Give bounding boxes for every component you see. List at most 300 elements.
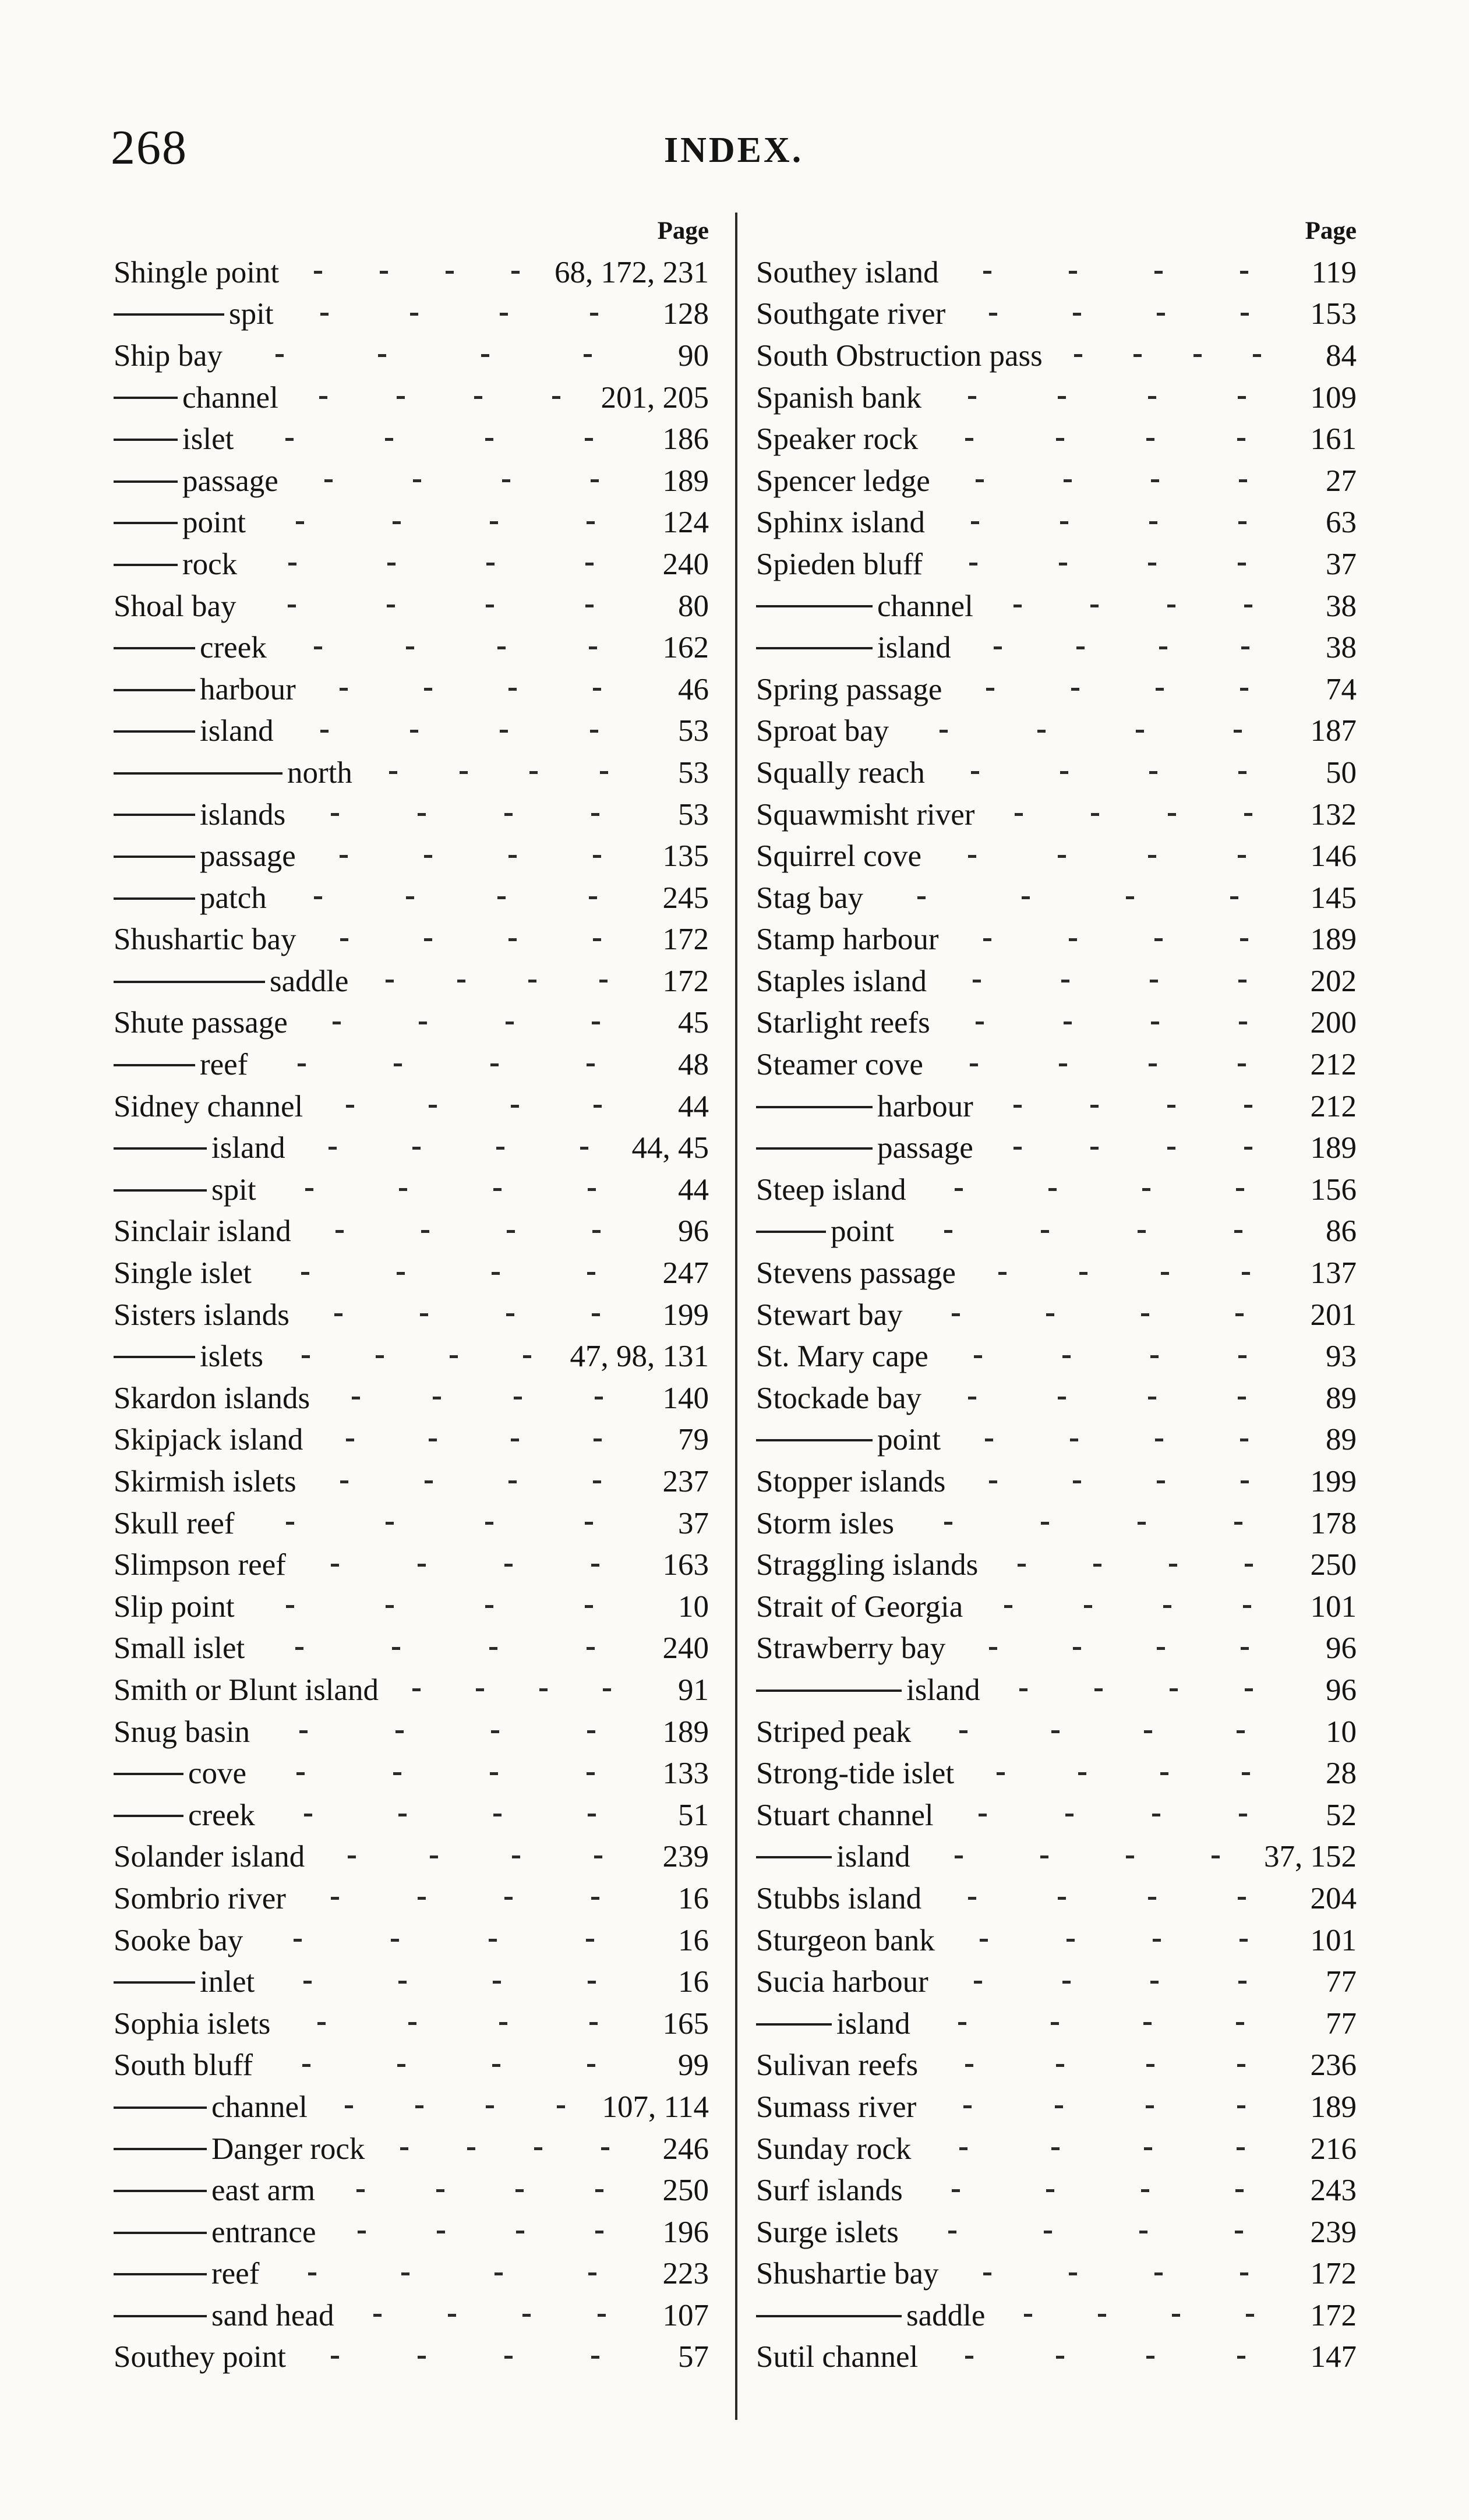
entry-pages: 68, 172, 231 [555, 255, 709, 289]
index-entry [114, 418, 719, 460]
index-entry [114, 2253, 719, 2295]
dot-leader [921, 1897, 1293, 1900]
entry-text: Strawberry bay [756, 1631, 946, 1666]
entry-pages: 10 [1326, 1715, 1357, 1749]
entry-pages: 90 [678, 338, 709, 373]
entry-pages: 137 [1310, 1256, 1357, 1291]
index-entry [114, 2169, 719, 2211]
index-entry [114, 2211, 719, 2253]
entry-name [114, 1256, 252, 1291]
entry-text: point [182, 506, 246, 540]
dot-leader [236, 605, 645, 607]
dot-leader [921, 855, 1293, 858]
entry-name [756, 672, 942, 707]
entry-text: channel [877, 589, 973, 623]
entry-text: spit [229, 297, 274, 331]
entry-name [114, 964, 348, 999]
entry-name [114, 1673, 379, 1708]
entry-text: South bluff [114, 2048, 253, 2083]
entry-name [114, 1839, 305, 1874]
entry-pages: 163 [662, 1548, 709, 1582]
entry-pages: 63 [1326, 506, 1357, 540]
entry-pages: 38 [1326, 589, 1357, 623]
entry-name [756, 2215, 899, 2250]
dot-leader [334, 2314, 645, 2317]
dot-leader [918, 438, 1293, 441]
entry-text: spit [211, 1172, 256, 1207]
entry-name [756, 1256, 956, 1291]
entry-text: Southey point [114, 2340, 286, 2374]
dot-leader [285, 1147, 632, 1150]
dot-leader [296, 855, 645, 858]
entry-text: creek [200, 631, 267, 665]
entry-pages: 16 [678, 1965, 709, 1999]
dot-leader [918, 2356, 1293, 2359]
index-entry [756, 335, 1365, 377]
entry-name [114, 1381, 310, 1416]
index-entry [756, 1920, 1365, 1961]
index-entry [114, 877, 719, 919]
dot-leader [246, 1772, 645, 1775]
entry-name [756, 255, 939, 290]
entry-text: Sooke bay [114, 1923, 243, 1957]
entry-name [756, 1214, 894, 1249]
entry-text: Strong-tide islet [756, 1756, 955, 1791]
index-entry [114, 1377, 719, 1419]
index-entry [114, 835, 719, 877]
entry-text: South Obstruction pass [756, 338, 1043, 373]
index-entry [114, 1920, 719, 1961]
entry-text: island [836, 2006, 910, 2041]
entry-text: rock [182, 547, 238, 581]
index-entry [756, 1961, 1365, 2003]
entry-pages: 236 [1310, 2048, 1357, 2083]
entry-name [114, 1506, 235, 1541]
index-entry [114, 1586, 719, 1628]
index-entry [756, 377, 1365, 419]
entry-text: Shushartic bay [114, 923, 296, 957]
entry-pages: 53 [678, 714, 709, 748]
page-number: 268 [111, 121, 188, 175]
entry-text: Stockade bay [756, 1381, 922, 1415]
ditto-dash [114, 1981, 195, 1984]
index-entry [756, 1794, 1365, 1836]
dot-leader [255, 1981, 645, 1984]
entry-text: saddle [906, 2298, 986, 2332]
entry-pages: 201, 205 [601, 380, 709, 415]
entry-name [756, 2339, 918, 2374]
dot-leader [288, 1022, 645, 1024]
index-entry [756, 877, 1365, 919]
entry-text: harbour [877, 1089, 973, 1123]
entry-text: Strait of Georgia [756, 1589, 963, 1624]
dot-leader [267, 896, 645, 899]
ditto-dash [114, 814, 195, 816]
entry-text: sand head [211, 2298, 334, 2332]
dot-leader [274, 730, 645, 733]
index-entry-list [756, 252, 1365, 2378]
index-entry [756, 752, 1365, 794]
entry-pages: 79 [678, 1423, 709, 1457]
dot-leader [945, 1647, 1293, 1650]
ditto-dash [114, 1815, 183, 1817]
dot-leader [286, 1897, 645, 1900]
entry-name [756, 1798, 934, 1833]
ditto-dash [114, 897, 195, 900]
index-entry [114, 960, 719, 1002]
ditto-dash [114, 2107, 207, 2109]
entry-pages: 240 [662, 547, 709, 581]
entry-text: island [200, 714, 274, 748]
dot-leader [348, 980, 645, 982]
entry-text: Sucia harbour [756, 1965, 928, 1999]
entry-text: reef [200, 1048, 248, 1082]
dot-leader [911, 1730, 1293, 1733]
index-entry [756, 1419, 1365, 1461]
entry-text: Slip point [114, 1589, 235, 1624]
index-entry [114, 1169, 719, 1211]
entry-pages: 145 [1310, 881, 1357, 915]
index-entry [114, 1211, 719, 1253]
ditto-dash [756, 1690, 902, 1692]
dot-leader [939, 271, 1293, 274]
entry-name [756, 1881, 921, 1916]
entry-name [756, 1589, 963, 1624]
entry-pages: 99 [678, 2048, 709, 2083]
ditto-dash [114, 730, 195, 733]
entry-text: Stag bay [756, 881, 863, 915]
entry-text: Steep island [756, 1172, 906, 1207]
entry-text: Sophia islets [114, 2006, 271, 2041]
dot-leader [256, 1188, 645, 1191]
dot-leader [923, 1063, 1293, 1066]
ditto-dash [756, 1856, 832, 1858]
entry-pages: 50 [1326, 755, 1357, 790]
entry-pages: 74 [1326, 672, 1357, 706]
entry-pages: 172 [1310, 2257, 1357, 2291]
index-entry [114, 1669, 719, 1711]
dot-leader [296, 688, 645, 691]
entry-text: cove [188, 1756, 247, 1791]
entry-name [114, 2298, 334, 2333]
index-entry [756, 2086, 1365, 2128]
dot-leader [930, 479, 1293, 482]
entry-pages: 201 [1310, 1298, 1357, 1332]
entry-pages: 240 [662, 1631, 709, 1666]
index-entry [756, 418, 1365, 460]
entry-text: island [877, 631, 951, 665]
ditto-dash [114, 522, 178, 524]
entry-text: Sutil channel [756, 2340, 919, 2374]
entry-name [756, 2048, 918, 2083]
ditto-dash [114, 1356, 195, 1358]
dot-leader [973, 1105, 1293, 1108]
entry-text: Southgate river [756, 297, 946, 331]
dot-leader [921, 1397, 1293, 1399]
entry-name [114, 2339, 286, 2374]
index-entry [756, 1836, 1365, 1878]
entry-text: Sombrio river [114, 1881, 286, 1915]
index-entry [114, 460, 719, 502]
index-entry [756, 1002, 1365, 1044]
index-entry [114, 1335, 719, 1377]
index-entry [114, 1503, 719, 1544]
entry-pages: 239 [662, 1840, 709, 1874]
entry-name [756, 1715, 911, 1749]
entry-text: island [906, 1673, 980, 1707]
entry-name [114, 797, 285, 832]
index-entry [114, 1044, 719, 1086]
index-entry [756, 2337, 1365, 2378]
entry-name [114, 672, 296, 707]
entry-pages: 109 [1310, 380, 1357, 415]
entry-pages: 196 [662, 2215, 709, 2249]
index-entry [114, 2295, 719, 2337]
index-entry [114, 1544, 719, 1586]
entry-text: Spanish bank [756, 380, 922, 415]
entry-pages: 16 [678, 1881, 709, 1915]
dot-leader [978, 1564, 1293, 1567]
entry-pages: 93 [1326, 1339, 1357, 1374]
entry-name [114, 881, 267, 916]
entry-text: islands [200, 797, 286, 832]
dot-leader [245, 1647, 645, 1650]
entry-name [756, 1464, 945, 1499]
entry-text: reef [211, 2257, 260, 2291]
ditto-dash [114, 1773, 183, 1775]
index-entry [756, 835, 1365, 877]
dot-leader [235, 1522, 645, 1525]
entry-pages: 172 [662, 923, 709, 957]
index-entry [756, 1294, 1365, 1336]
entry-pages: 147 [1310, 2340, 1357, 2374]
entry-name [756, 755, 925, 790]
entry-pages: 199 [662, 1298, 709, 1332]
index-entry [114, 377, 719, 419]
entry-pages: 216 [1310, 2132, 1357, 2166]
entry-text: Sturgeon bank [756, 1923, 935, 1957]
dot-leader [928, 1355, 1293, 1358]
dot-leader [980, 1688, 1293, 1691]
index-entry [756, 1586, 1365, 1628]
entry-pages: 189 [1310, 2090, 1357, 2124]
index-entry [114, 1836, 719, 1878]
entry-text: Single islet [114, 1256, 252, 1291]
index-entry [756, 1044, 1365, 1086]
dot-leader [945, 313, 1293, 316]
entry-name [756, 1964, 928, 1999]
index-entry [756, 502, 1365, 544]
ditto-dash [114, 2232, 207, 2234]
entry-name [756, 1172, 906, 1207]
dot-leader [956, 1272, 1293, 1275]
entry-name [756, 464, 930, 499]
entry-text: passage [200, 839, 296, 874]
dot-leader [248, 1063, 645, 1066]
ditto-dash [756, 605, 873, 607]
dot-leader [910, 2022, 1293, 2025]
dot-leader [945, 1480, 1293, 1483]
entry-pages: 146 [1310, 839, 1357, 874]
index-entry [756, 1086, 1365, 1128]
entry-pages: 189 [1310, 1131, 1357, 1165]
entry-name [114, 505, 246, 540]
dot-leader [365, 2147, 645, 2150]
entry-pages: 47, 98, 131 [570, 1339, 709, 1374]
entry-text: Spieden bluff [756, 547, 923, 581]
entry-name [756, 2006, 910, 2041]
index-entry [756, 2253, 1365, 2295]
entry-name [756, 296, 945, 331]
entry-name [756, 1923, 935, 1958]
dot-leader [279, 271, 555, 274]
dot-leader [925, 771, 1293, 774]
entry-text: Skull reef [114, 1506, 235, 1540]
entry-text: Stubbs island [756, 1881, 922, 1915]
entry-pages: 86 [1326, 1214, 1357, 1249]
entry-name [756, 422, 918, 457]
entry-name [756, 964, 927, 999]
entry-text: Sisters islands [114, 1298, 289, 1332]
dot-leader [316, 2231, 645, 2233]
dot-leader [267, 646, 645, 649]
dot-leader [899, 2231, 1293, 2233]
entry-name [756, 1422, 941, 1457]
entry-text: St. Mary cape [756, 1339, 928, 1374]
ditto-dash [114, 689, 195, 691]
dot-leader [954, 1772, 1293, 1775]
index-entry [114, 2045, 719, 2087]
entry-text: Sphinx island [756, 506, 926, 540]
index-entry [756, 1461, 1365, 1503]
entry-text: Sumass river [756, 2090, 917, 2124]
entry-pages: 37 [678, 1506, 709, 1540]
dot-leader [352, 771, 645, 774]
index-entry [756, 2045, 1365, 2087]
entry-text: Stopper islands [756, 1465, 946, 1499]
entry-name [114, 1631, 245, 1666]
dot-leader [951, 646, 1293, 649]
entry-name [756, 2173, 903, 2208]
entry-name [114, 255, 279, 290]
index-entry [756, 2128, 1365, 2170]
entry-text: Smith or Blunt island [114, 1673, 379, 1707]
entry-name [114, 1172, 256, 1207]
entry-name [114, 2006, 270, 2041]
dot-leader [939, 2272, 1293, 2275]
entry-pages: 27 [1326, 464, 1357, 498]
entry-text: Slimpson reef [114, 1548, 286, 1582]
entry-pages: 44, 45 [631, 1131, 709, 1165]
index-entry [756, 669, 1365, 711]
entry-pages: 77 [1326, 1965, 1357, 1999]
entry-name [114, 589, 236, 624]
entry-name [756, 1631, 945, 1666]
entry-pages: 239 [1310, 2215, 1357, 2249]
entry-text: Sinclair island [114, 1214, 291, 1249]
entry-name [756, 1130, 973, 1165]
running-title: INDEX. [664, 130, 804, 170]
index-entry [114, 1252, 719, 1294]
index-entry [114, 543, 719, 585]
entry-name [114, 1089, 303, 1124]
index-entry [114, 752, 719, 794]
index-entry [756, 2295, 1365, 2337]
entry-pages: 57 [678, 2340, 709, 2374]
entry-text: Shushartie bay [756, 2257, 939, 2291]
entry-name [114, 2256, 259, 2291]
entry-pages: 165 [662, 2006, 709, 2041]
entry-text: entrance [211, 2215, 316, 2249]
dot-leader [223, 354, 645, 357]
entry-pages: 51 [678, 1798, 709, 1832]
entry-text: Shingle point [114, 255, 280, 289]
dot-leader [906, 1188, 1293, 1191]
dot-leader [296, 1480, 645, 1483]
entry-pages: 189 [1310, 923, 1357, 957]
entry-pages: 172 [1310, 2298, 1357, 2332]
index-entry [114, 1127, 719, 1169]
entry-text: Storm isles [756, 1506, 895, 1540]
entry-name [756, 1839, 910, 1874]
index-entry [756, 543, 1365, 585]
entry-text: Stewart bay [756, 1298, 903, 1332]
entry-text: Stevens passage [756, 1256, 956, 1291]
entry-pages: 204 [1310, 1881, 1357, 1915]
entry-name [114, 464, 278, 499]
entry-text: Stuart channel [756, 1798, 934, 1832]
index-entry [114, 585, 719, 627]
dot-leader [985, 2314, 1293, 2317]
dot-leader [923, 563, 1293, 566]
entry-pages: 101 [1310, 1589, 1357, 1624]
entry-name [756, 1756, 954, 1791]
entry-name [114, 1422, 303, 1457]
index-entry [114, 1628, 719, 1670]
index-entry [114, 2003, 719, 2045]
index-entry [756, 1377, 1365, 1419]
dot-leader [286, 2356, 645, 2359]
entry-name [756, 2298, 985, 2333]
entry-text: saddle [270, 964, 349, 998]
index-entry [114, 1961, 719, 2003]
index-entry [756, 1711, 1365, 1753]
entry-text: Surf islands [756, 2173, 903, 2208]
entry-text: Snug basin [114, 1715, 250, 1749]
entry-pages: 53 [678, 797, 709, 832]
entry-text: Skardon islands [114, 1381, 310, 1415]
entry-pages: 186 [662, 422, 709, 457]
page-column-heading: Page [657, 217, 709, 245]
index-entry [114, 1794, 719, 1836]
entry-name [114, 1881, 286, 1916]
dot-leader [903, 2189, 1293, 2192]
ditto-dash [114, 1064, 195, 1066]
index-entry [114, 794, 719, 836]
entry-text: channel [182, 380, 278, 415]
entry-text: channel [211, 2090, 308, 2124]
entry-pages: 212 [1310, 1048, 1357, 1082]
ditto-dash [756, 1439, 873, 1441]
entry-pages: 189 [662, 464, 709, 498]
dot-leader [894, 1522, 1293, 1525]
entry-name [756, 881, 863, 916]
entry-name [756, 505, 925, 540]
entry-name [114, 2048, 253, 2083]
entry-text: harbour [200, 672, 296, 706]
index-entry [756, 2003, 1365, 2045]
ditto-dash [114, 647, 195, 649]
